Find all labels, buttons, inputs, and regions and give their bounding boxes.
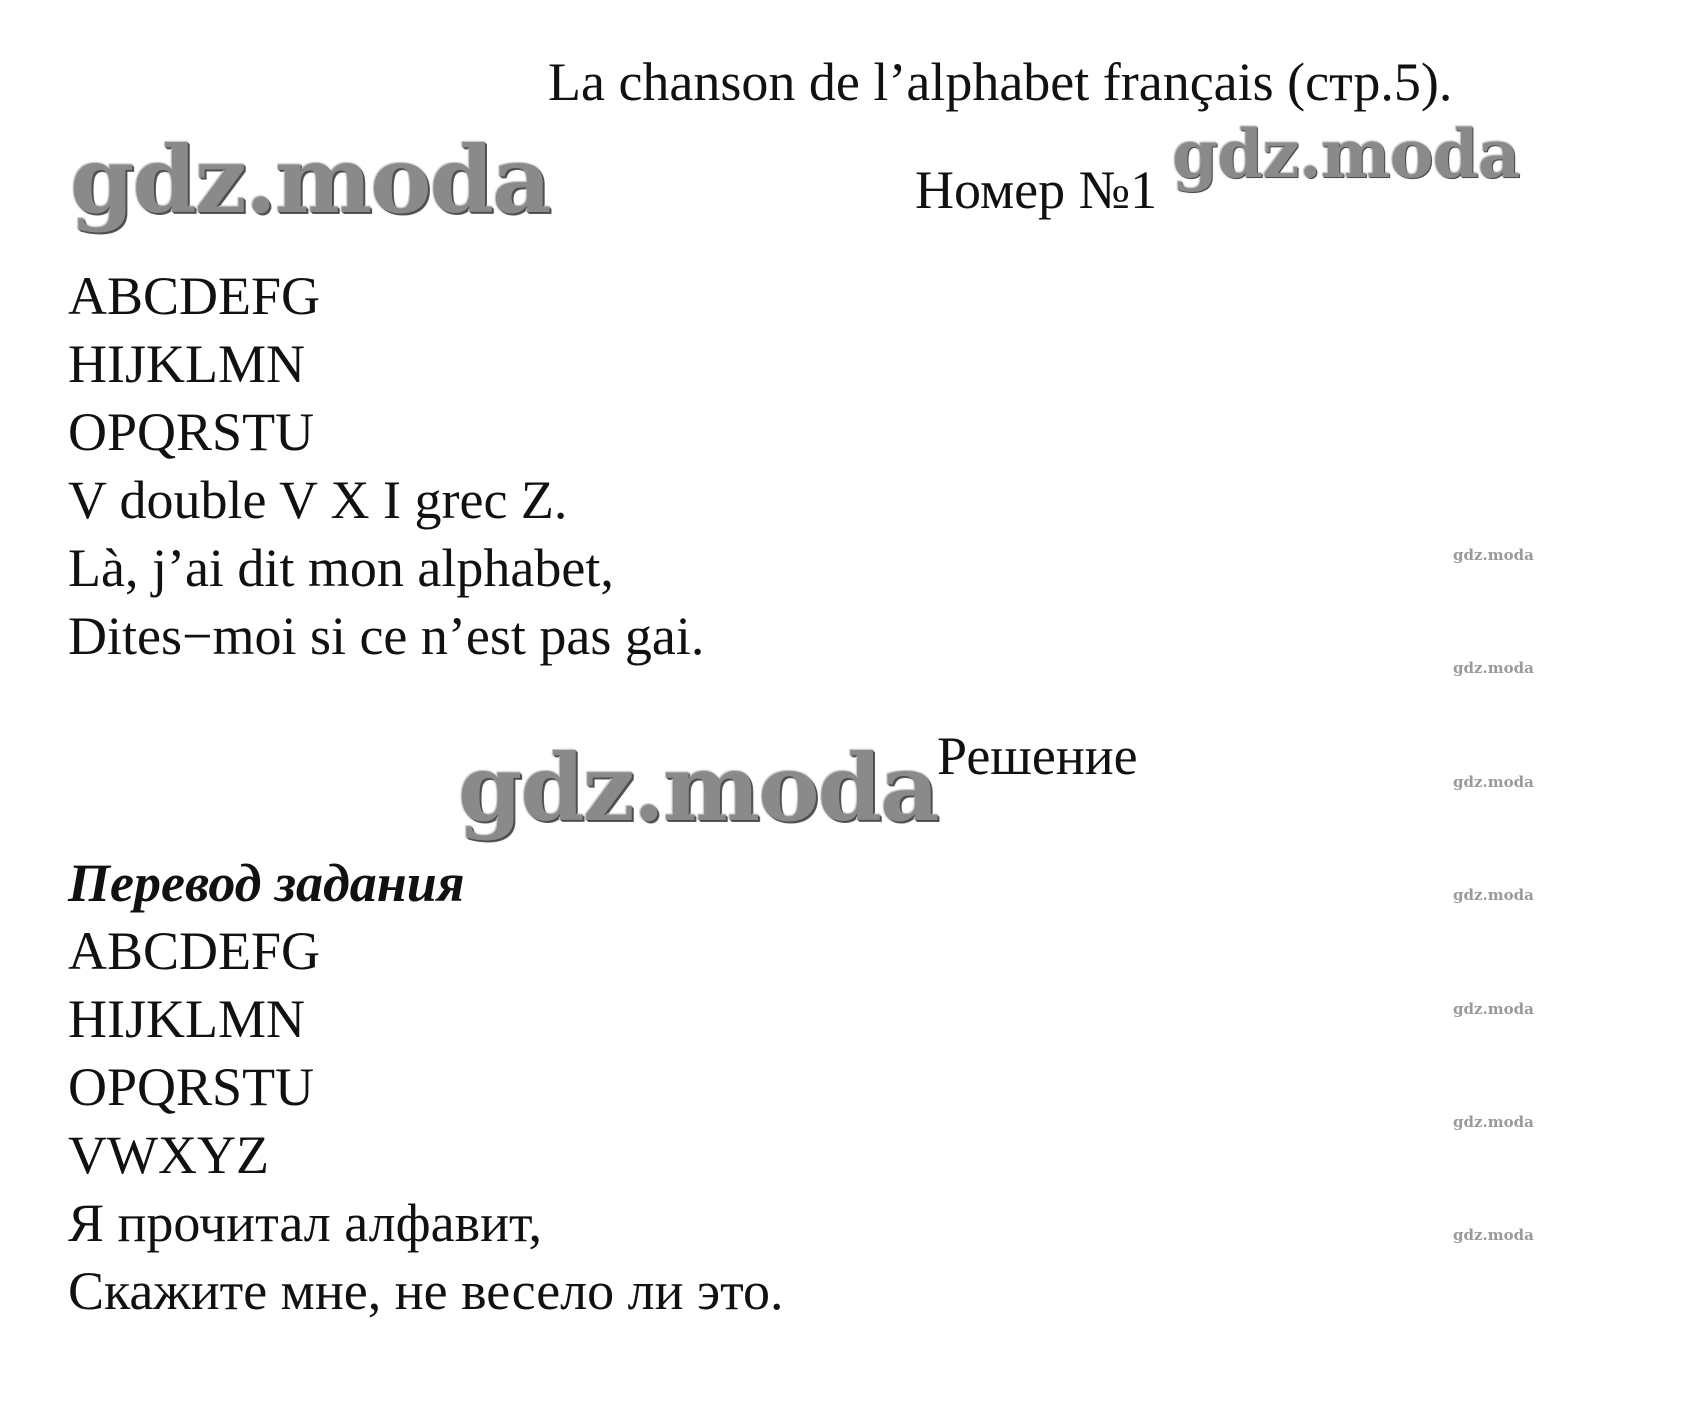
watermark-small: gdz.moda — [1453, 773, 1534, 791]
translation-block — [68, 849, 784, 1325]
watermark-small: gdz.moda — [1453, 1113, 1534, 1131]
watermark-small: gdz.moda — [1453, 546, 1534, 564]
translation-line: HIJKLMN — [68, 989, 305, 1049]
translation-line: ABCDEFG — [68, 921, 321, 981]
solution-label: Решение — [937, 726, 1138, 786]
watermark-small: gdz.moda — [1453, 1226, 1534, 1244]
translation-line: OPQRSTU — [68, 1057, 315, 1117]
original-text-block — [68, 262, 704, 670]
translation-line: Я прочитал алфавит, — [68, 1193, 543, 1253]
watermark-logo: gdz.moda — [1172, 115, 1520, 193]
watermark-small: gdz.moda — [1453, 659, 1534, 677]
original-line: Là, j’ai dit mon alphabet, — [68, 538, 614, 598]
task-number: Номер №1 — [915, 160, 1158, 220]
watermark-logo: gdz.moda — [70, 126, 550, 234]
original-line: HIJKLMN — [68, 334, 305, 394]
translation-heading: Перевод задания — [68, 853, 465, 913]
page-title: La chanson de l’alphabet français (стр.5). — [548, 52, 1453, 112]
translation-line: Скажите мне, не весело ли это. — [68, 1261, 784, 1321]
original-line: Dites−moi si ce n’est pas gai. — [68, 606, 705, 666]
watermark-small: gdz.moda — [1453, 1000, 1534, 1018]
translation-line: VWXYZ — [68, 1125, 269, 1185]
original-line: ABCDEFG — [68, 266, 321, 326]
watermark-small: gdz.moda — [1453, 886, 1534, 904]
original-line: V double V X I grec Z. — [68, 470, 568, 530]
watermark-logo: gdz.moda — [458, 734, 938, 842]
original-line: OPQRSTU — [68, 402, 315, 462]
